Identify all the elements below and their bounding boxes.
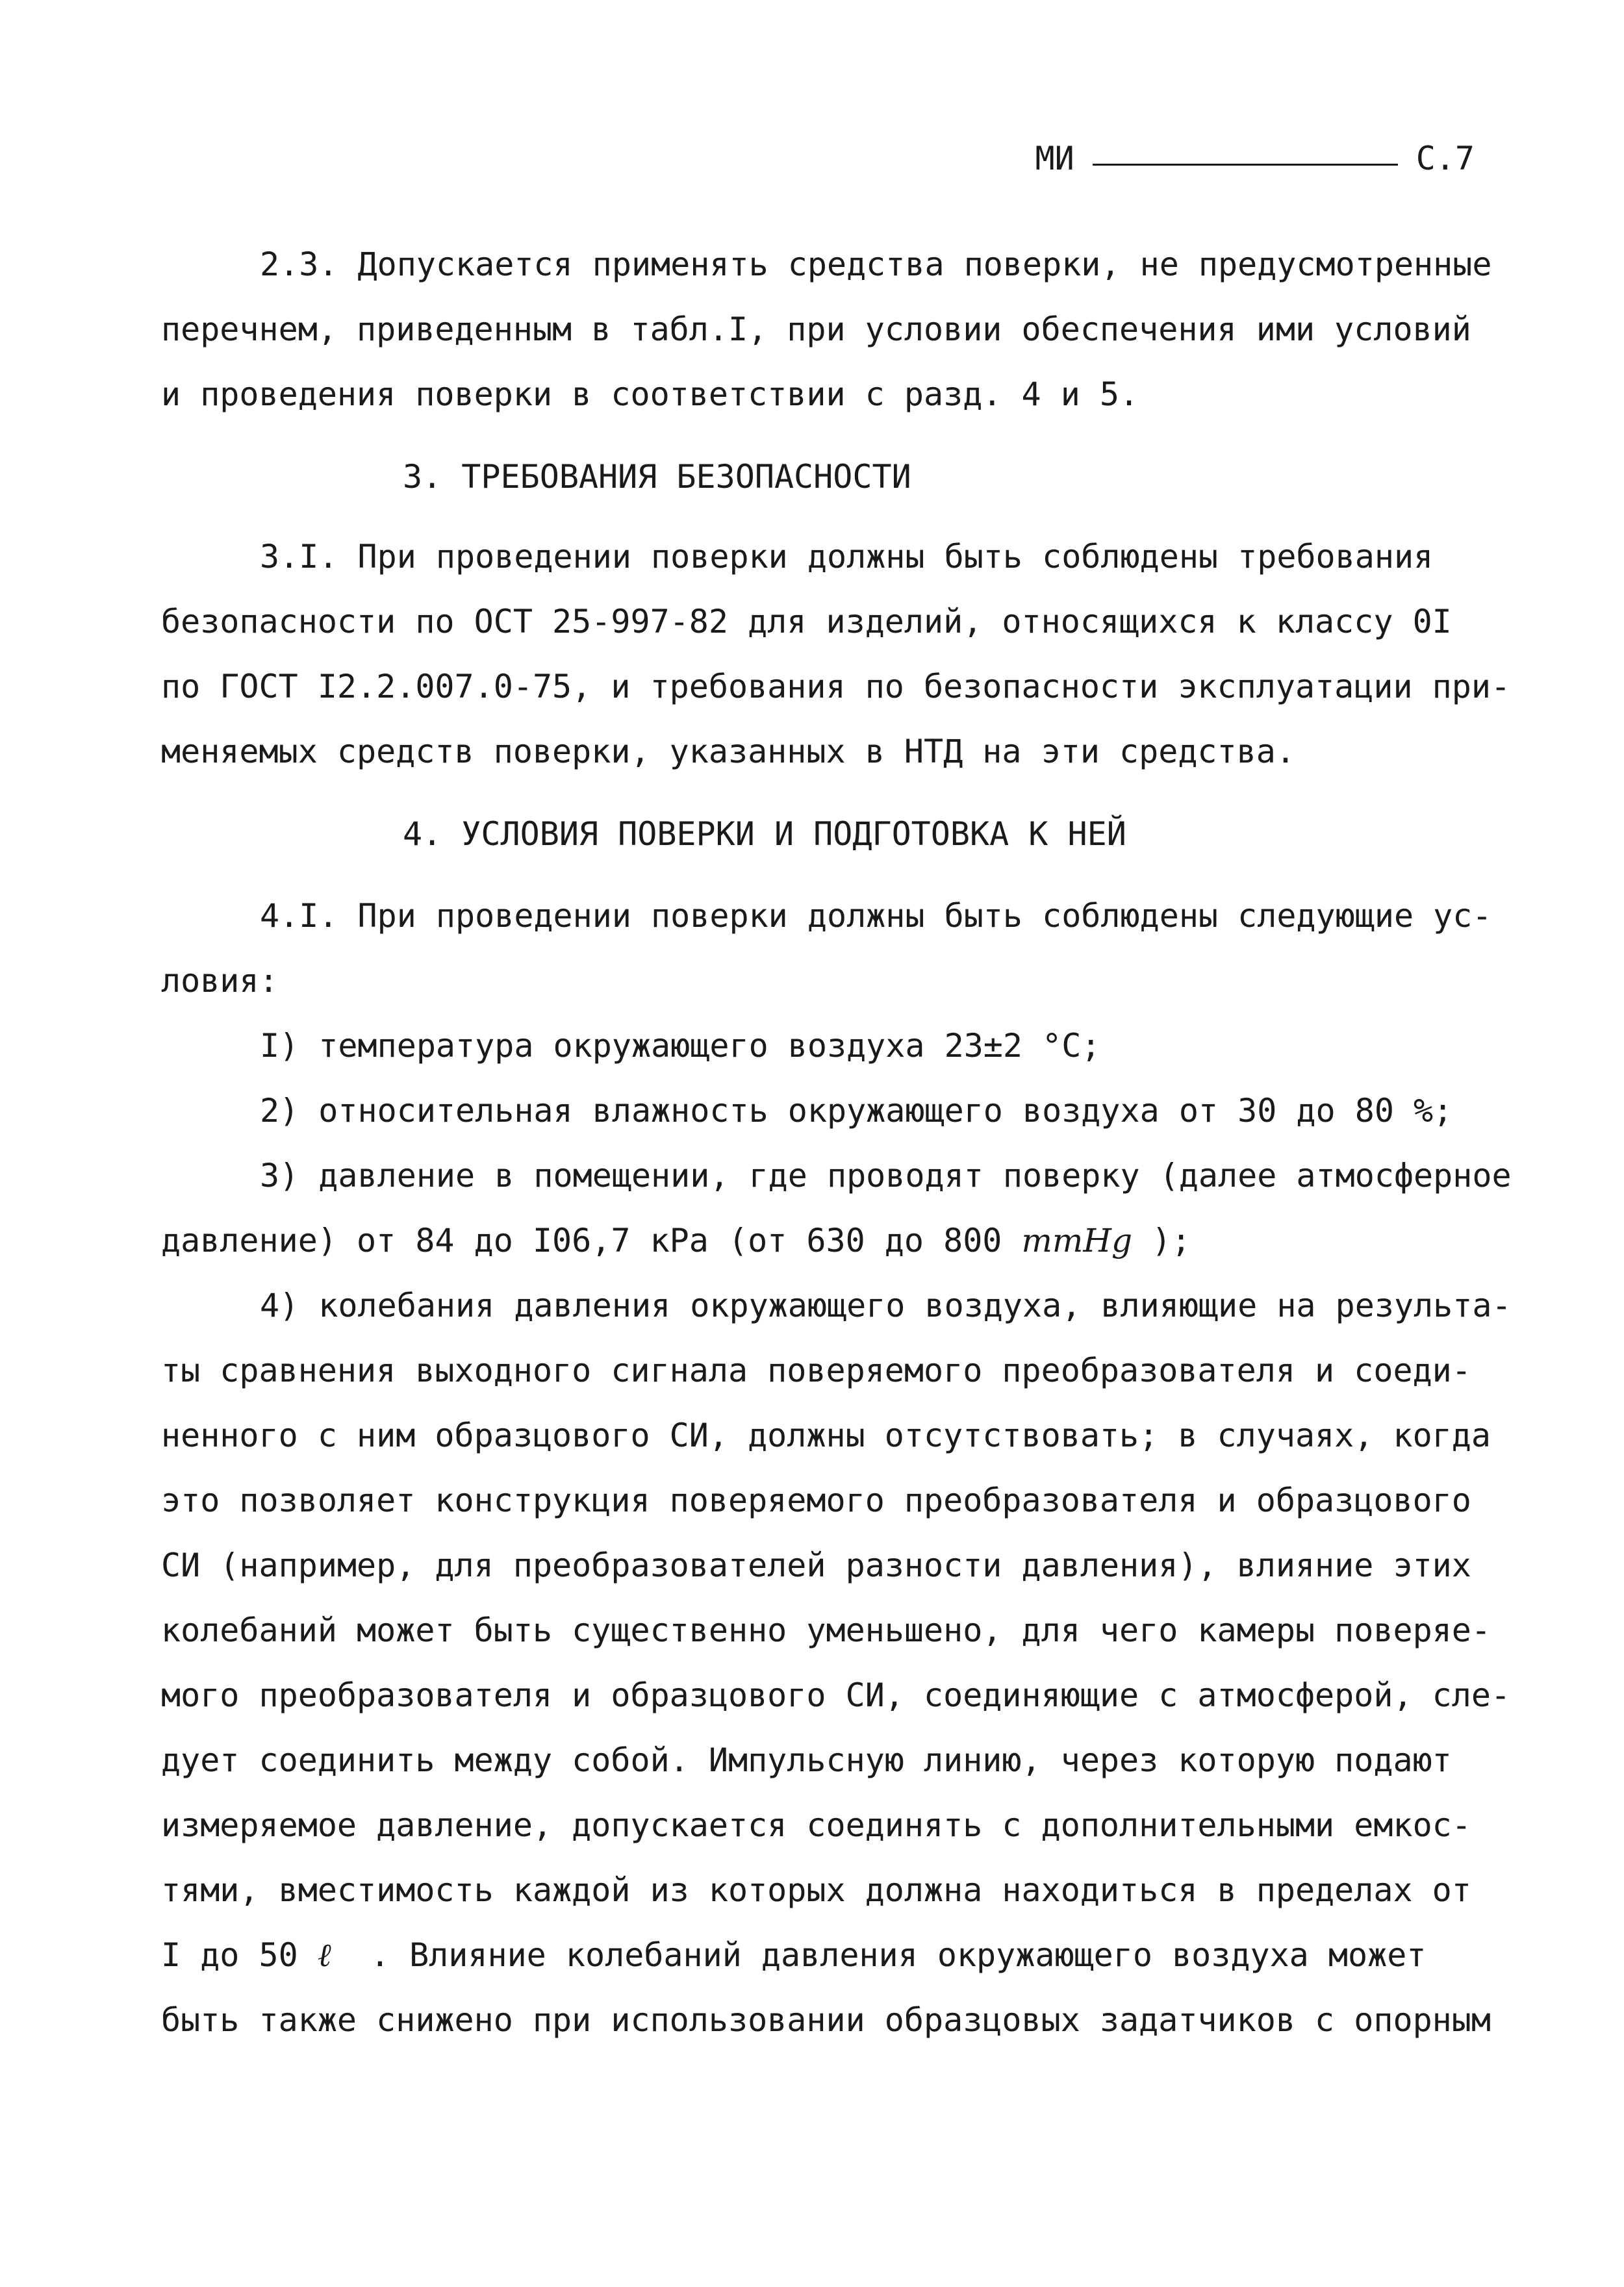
- paragraph-line: ты сравнения выходного сигнала поверяемого преобразователя и соеди-: [161, 1352, 1471, 1389]
- paragraph-line: 4.I. При проведении поверки должны быть соблюдены следующие ус-: [260, 897, 1492, 935]
- paragraph-line: колебаний может быть существенно уменьшено, для чего камеры поверяе-: [161, 1611, 1491, 1649]
- paragraph-line: [161, 1936, 1427, 1974]
- section-heading: 4. УСЛОВИЯ ПОВЕРКИ И ПОДГОТОВКА К НЕЙ: [403, 815, 1126, 853]
- list-item: 2) относительная влажность окружающего воздуха от 30 до 80 %;: [260, 1092, 1453, 1130]
- paragraph-line: измеряемое давление, допускается соединять с дополнительными емкос-: [161, 1806, 1471, 1844]
- paragraph-line: ловия:: [161, 962, 279, 1000]
- handwritten-unit-mmhg: mmHg: [1021, 1222, 1132, 1259]
- list-item: I) температура окружающего воздуха 23±2 °С;: [260, 1027, 1101, 1065]
- paragraph-line: ненного с ним образцового СИ, должны отсутствовать; в случаях, когда: [161, 1417, 1491, 1454]
- list-item: 3) давление в помещении, где проводят поверку (далее атмосферное: [260, 1157, 1512, 1194]
- paragraph-line: 2.3. Допускается применять средства поверки, не предусмотренные: [260, 246, 1492, 283]
- pressure-tail: );: [1132, 1222, 1191, 1259]
- pressure-text: давление) от 84 до I06,7 кРа (от 630 до 800: [161, 1222, 1022, 1259]
- paragraph-line: мого преобразователя и образцового СИ, соединяющие с атмосферой, сле-: [161, 1676, 1511, 1714]
- list-item: 4) колебания давления окружающего воздуха, влияющие на результа-: [260, 1287, 1512, 1324]
- paragraph-line: дует соединить между собой. Импульсную линию, через которую подают: [161, 1741, 1452, 1779]
- paragraph-line: перечнем, приведенным в табл.I, при условии обеспечения ими условий: [161, 310, 1471, 348]
- paragraph-line: 3.I. При проведении поверки должны быть соблюдены требования: [260, 538, 1434, 575]
- paragraph-line: это позволяет конструкция поверяемого преобразователя и образцового: [161, 1482, 1471, 1519]
- paragraph-line: тями, вместимость каждой из которых должна находиться в пределах от: [161, 1871, 1471, 1909]
- paragraph-line: и проведения поверки в соответствии с разд. 4 и 5.: [161, 375, 1139, 413]
- paragraph-line: быть также снижено при использовании образцовых задатчиков с опорным: [161, 2001, 1491, 2039]
- paragraph-line: СИ (например, для преобразователей разности давления), влияние этих: [161, 1547, 1471, 1584]
- paragraph-line: безопасности по ОСТ 25-997-82 для изделий, относящихся к классу 0I: [161, 603, 1452, 640]
- handwritten-unit-liter: ℓ: [317, 1936, 331, 1974]
- paragraph-line: меняемых средств поверки, указанных в НТД на эти средства.: [161, 733, 1295, 770]
- paragraph-line: [161, 1224, 1191, 1257]
- volume-start: I до 50: [161, 1936, 318, 1974]
- volume-rest: . Влияние колебаний давления окружающего воздуха может: [331, 1936, 1427, 1974]
- document-number-blank: [1093, 164, 1398, 166]
- section-heading: 3. ТРЕБОВАНИЯ БЕЗОПАСНОСТИ: [403, 458, 911, 496]
- page-number: С.7: [1415, 140, 1475, 177]
- page-header: [1035, 140, 1475, 177]
- paragraph-line: по ГОСТ I2.2.007.0-75, и требования по безопасности эксплуатации при-: [161, 668, 1511, 705]
- document-code-prefix: МИ: [1035, 140, 1074, 177]
